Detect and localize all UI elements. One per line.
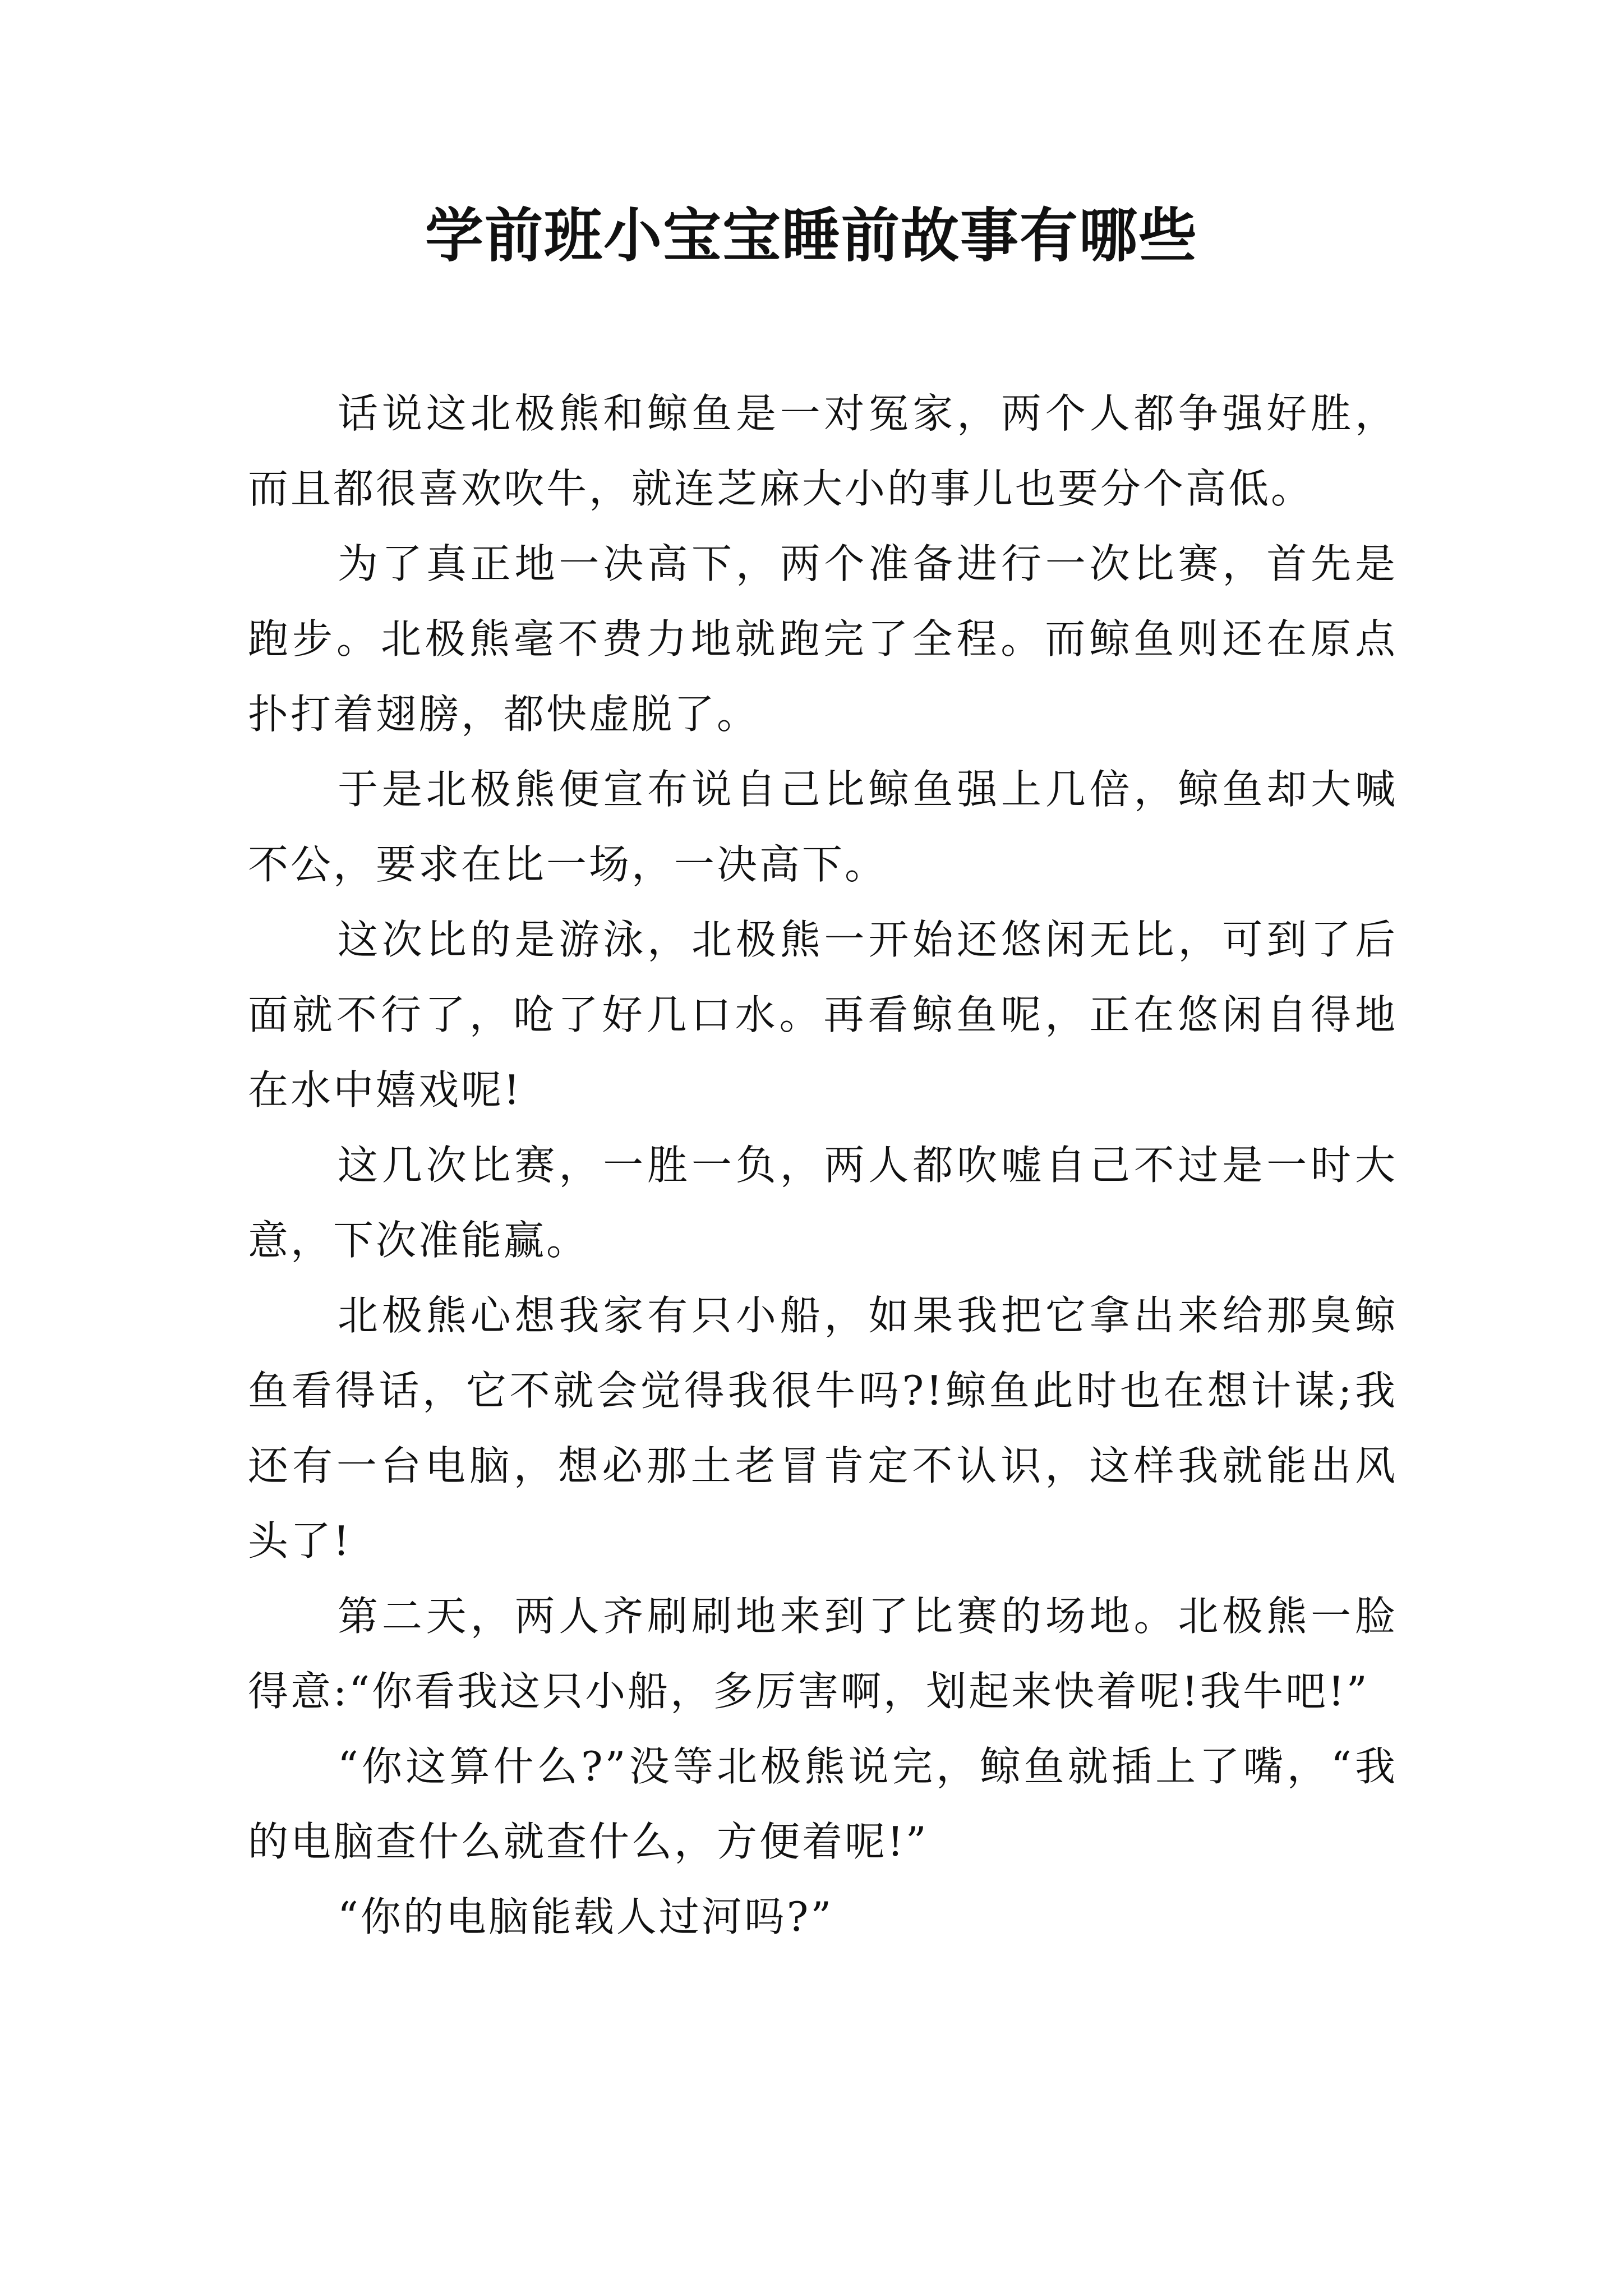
paragraph-6: 北极熊心想我家有只小船，如果我把它拿出来给那臭鲸鱼看得话，它不就会觉得我很牛吗?!鲸鱼此时也在想计谋;我还有一台电脑，想必那土老冒肯定不认识，这样我就能出风头了!	[248, 1292, 1398, 1565]
document-body	[248, 376, 1398, 1954]
paragraph-1: 话说这北极熊和鲸鱼是一对冤家，两个人都争强好胜，而且都很喜欢吹牛，就连芝麻大小的事儿也要分个高低。	[248, 390, 1398, 512]
paragraph-7: 第二天，两人齐刷刷地来到了比赛的场地。北极熊一脸得意:“你看我这只小船，多厉害啊，划起来快着呢!我牛吧!”	[248, 1593, 1398, 1715]
paragraph-9: “你的电脑能载人过河吗?”	[338, 1893, 834, 1940]
paragraph-5: 这几次比赛，一胜一负，两人都吹嘘自己不过是一时大意，下次准能赢。	[248, 1142, 1398, 1264]
paragraph-3: 于是北极熊便宣布说自己比鲸鱼强上几倍，鲸鱼却大喊不公，要求在比一场，一决高下。	[248, 766, 1398, 888]
paragraph-4: 这次比的是游泳，北极熊一开始还悠闲无比，可到了后面就不行了，呛了好几口水。再看鲸鱼呢，正在悠闲自得地在水中嬉戏呢!	[248, 916, 1398, 1114]
paragraph-2: 为了真正地一决高下，两个准备进行一次比赛，首先是跑步。北极熊毫不费力地就跑完了全程。而鲸鱼则还在原点扑打着翅膀，都快虚脱了。	[248, 540, 1398, 738]
paragraph-8: “你这算什么?”没等北极熊说完，鲸鱼就插上了嘴，“我的电脑查什么就查什么，方便着呢!”	[248, 1743, 1398, 1865]
document-title: 学前班小宝宝睡前故事有哪些	[425, 201, 1198, 270]
